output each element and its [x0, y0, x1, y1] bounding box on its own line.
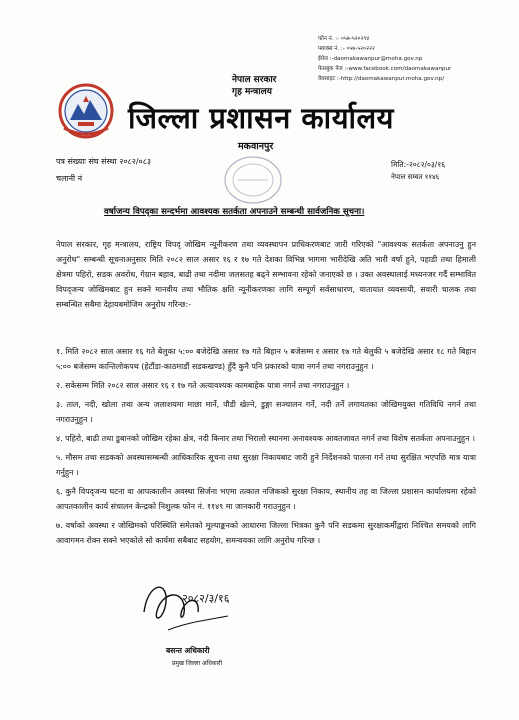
website-line[interactable]: वेवसाइट :-http://daomakawanpur.moha.gov.np/: [318, 76, 445, 82]
signature-icon: [138, 572, 234, 642]
instruction-list: [56, 344, 476, 552]
ministry-name: गृह मन्त्रालय: [232, 87, 272, 97]
dispatch-number: चलानी नं: [56, 174, 83, 183]
facebook-line[interactable]: फेसबुक पेज :-www.facebook.com/daomakawanpur: [318, 66, 452, 72]
office-stamp-icon: [222, 154, 284, 206]
reference-number: पत्र संख्याः संघ संस्था २०८२/०८३: [56, 157, 152, 166]
signatory-title: प्रमुख जिल्ला अधिकारी: [172, 660, 223, 667]
instruction-item: १. मिति २०८२ साल असार १६ गते बेलुका ५:०० बजेदेखि असार १७ गते बिहान ५ बजेसम्म र असार १७ गते बेलुकी ५ बजेदेखि असार १८ गते बिहान ५:०० बजेसम्म कान्तिलोकपथ (हेटौंडा-काठमाडौं सडकखण्ड) हुँदै कुनै पनि प्रकारको यात्रा नगर्न तथा नगराउनुहुन ।: [56, 347, 476, 371]
instruction-item: ६. कुनै विपद्जन्य घटना वा आपत्कालीन अवस्था सिर्जना भएमा तत्काल नजिकको सुरक्षा निकाय, स्थानीय तह वा जिल्ला प्रशासन कार्यालयमा रहेको आपतकालीन कार्य संचालन केन्द्रको निशुल्क फोन नं. ११४९ मा जानकारी गराउनुहुन ।: [56, 487, 476, 511]
phone-line: फोन नं. :- ०५७-५२०२९४: [318, 36, 370, 42]
office-title: जिल्ला प्रशासन कार्यालय: [128, 101, 395, 135]
government-name: नेपाल सरकार: [232, 75, 277, 85]
instruction-item: २. सकेसम्म मिति २०८२ साल असार १६ र १७ गते अत्यावश्यक कामबाहेक यात्रा नगर्न तथा नगराउनुहुन ।: [56, 381, 350, 390]
signatory-name: बसन्त अधिकारी: [166, 646, 210, 655]
email-line[interactable]: ईमेल :-daomakawanpur@moha.gov.np: [318, 56, 423, 62]
instruction-item: ५. मौसम तथा सडकको अवस्थासम्बन्धी आधिकारिक सूचना तथा सुरक्षा निकायबाट जारी हुने निर्देशनको पालना गर्न तथा सुरक्षित भएपछि मात्र यात्रा गर्नुहुन ।: [56, 453, 476, 477]
instruction-item: ७. वर्षाको अवस्था र जोखिमको परिस्थिति समेतको मूल्याङ्कनको आधारमा जिल्ला भित्रका कुनै पनि सडकमा सुरक्षाकर्मीद्वारा निश्चित समयको लागि आवागमन रोक्न सक्ने भएकोले सो कार्यमा सबैबाट सहयोग, समन्वयका लागि अनुरोध गरिन्छ ।: [56, 521, 476, 545]
signature-date: २०८२/३/१६: [182, 592, 230, 605]
instruction-item: ३. ताल, नदी, खोला तथा अन्य जलाशयमा माछा मार्ने, पौडी खेल्ने, डुङ्गा सञ्चालन गर्ने, नदी तर्ने लगायतका जोखिमयुक्त गतिविधि नगर्न तथा नगराउनुहुन ।: [56, 400, 476, 424]
letter-date: मिति:-२०८२/०३/१६: [391, 160, 446, 169]
contact-block: [318, 34, 451, 84]
fax-line: फ्याक्स नं. :- ०५७-५२०२२२: [318, 46, 375, 52]
intro-paragraph: नेपाल सरकार, गृह मन्त्रालय, राष्ट्रिय विपद् जोखिम न्यूनीकरण तथा व्यवस्थापन प्राधिकरणबाट जारी गरिएको "आवश्यक सतर्कता अपनाउनु हुन अनुरोध" सम्बन्धी सूचनाअनुसार मिति २०८२ साल असार १६ र १७ गते देशका विभिन्न भागमा भारीदेखि अति भारी वर्षा हुने, पहाडी तथा हिमाली क्षेत्रमा पहिरो, सडक अवरोध, गेग्रान बहाव, बाढी तथा नदीमा जलसतह बढ्ने सम्भावना रहेको जनाएको छ । उक्त अवस्थालाई मध्यनजर गर्दै सम्भावित विपद्जन्य जोखिमबाट हुन सक्ने मानवीय तथा भौतिक क्षति न्यूनीकरणका लागि सम्पूर्ण सर्वसाधारण, यातायात व्यवसायी, सवारी चालक तथा सम्बन्धित सबैमा देहायबमोजिम अनुरोध गरिन्छ:-: [56, 240, 476, 309]
subject-line: वर्षाजन्य विपद्का सन्दर्भमा आवश्यक सतर्कता अपनाउने सम्बन्धी सार्वजनिक सूचना।: [104, 207, 365, 217]
district-name: मकवानपुर: [238, 141, 274, 152]
nepal-emblem-icon: [56, 82, 116, 140]
instruction-item: ४. पहिरो, बाढी तथा डुबानको जोखिम रहेका क्षेत्र, नदी किनार तथा भिरालो स्थानमा अनावश्यक आवतजावत नगर्न तथा विशेष सतर्कता अपनाउनुहुन ।: [56, 434, 475, 443]
nepal-sambat-date: नेपाल सम्वत ११४६: [391, 173, 440, 181]
